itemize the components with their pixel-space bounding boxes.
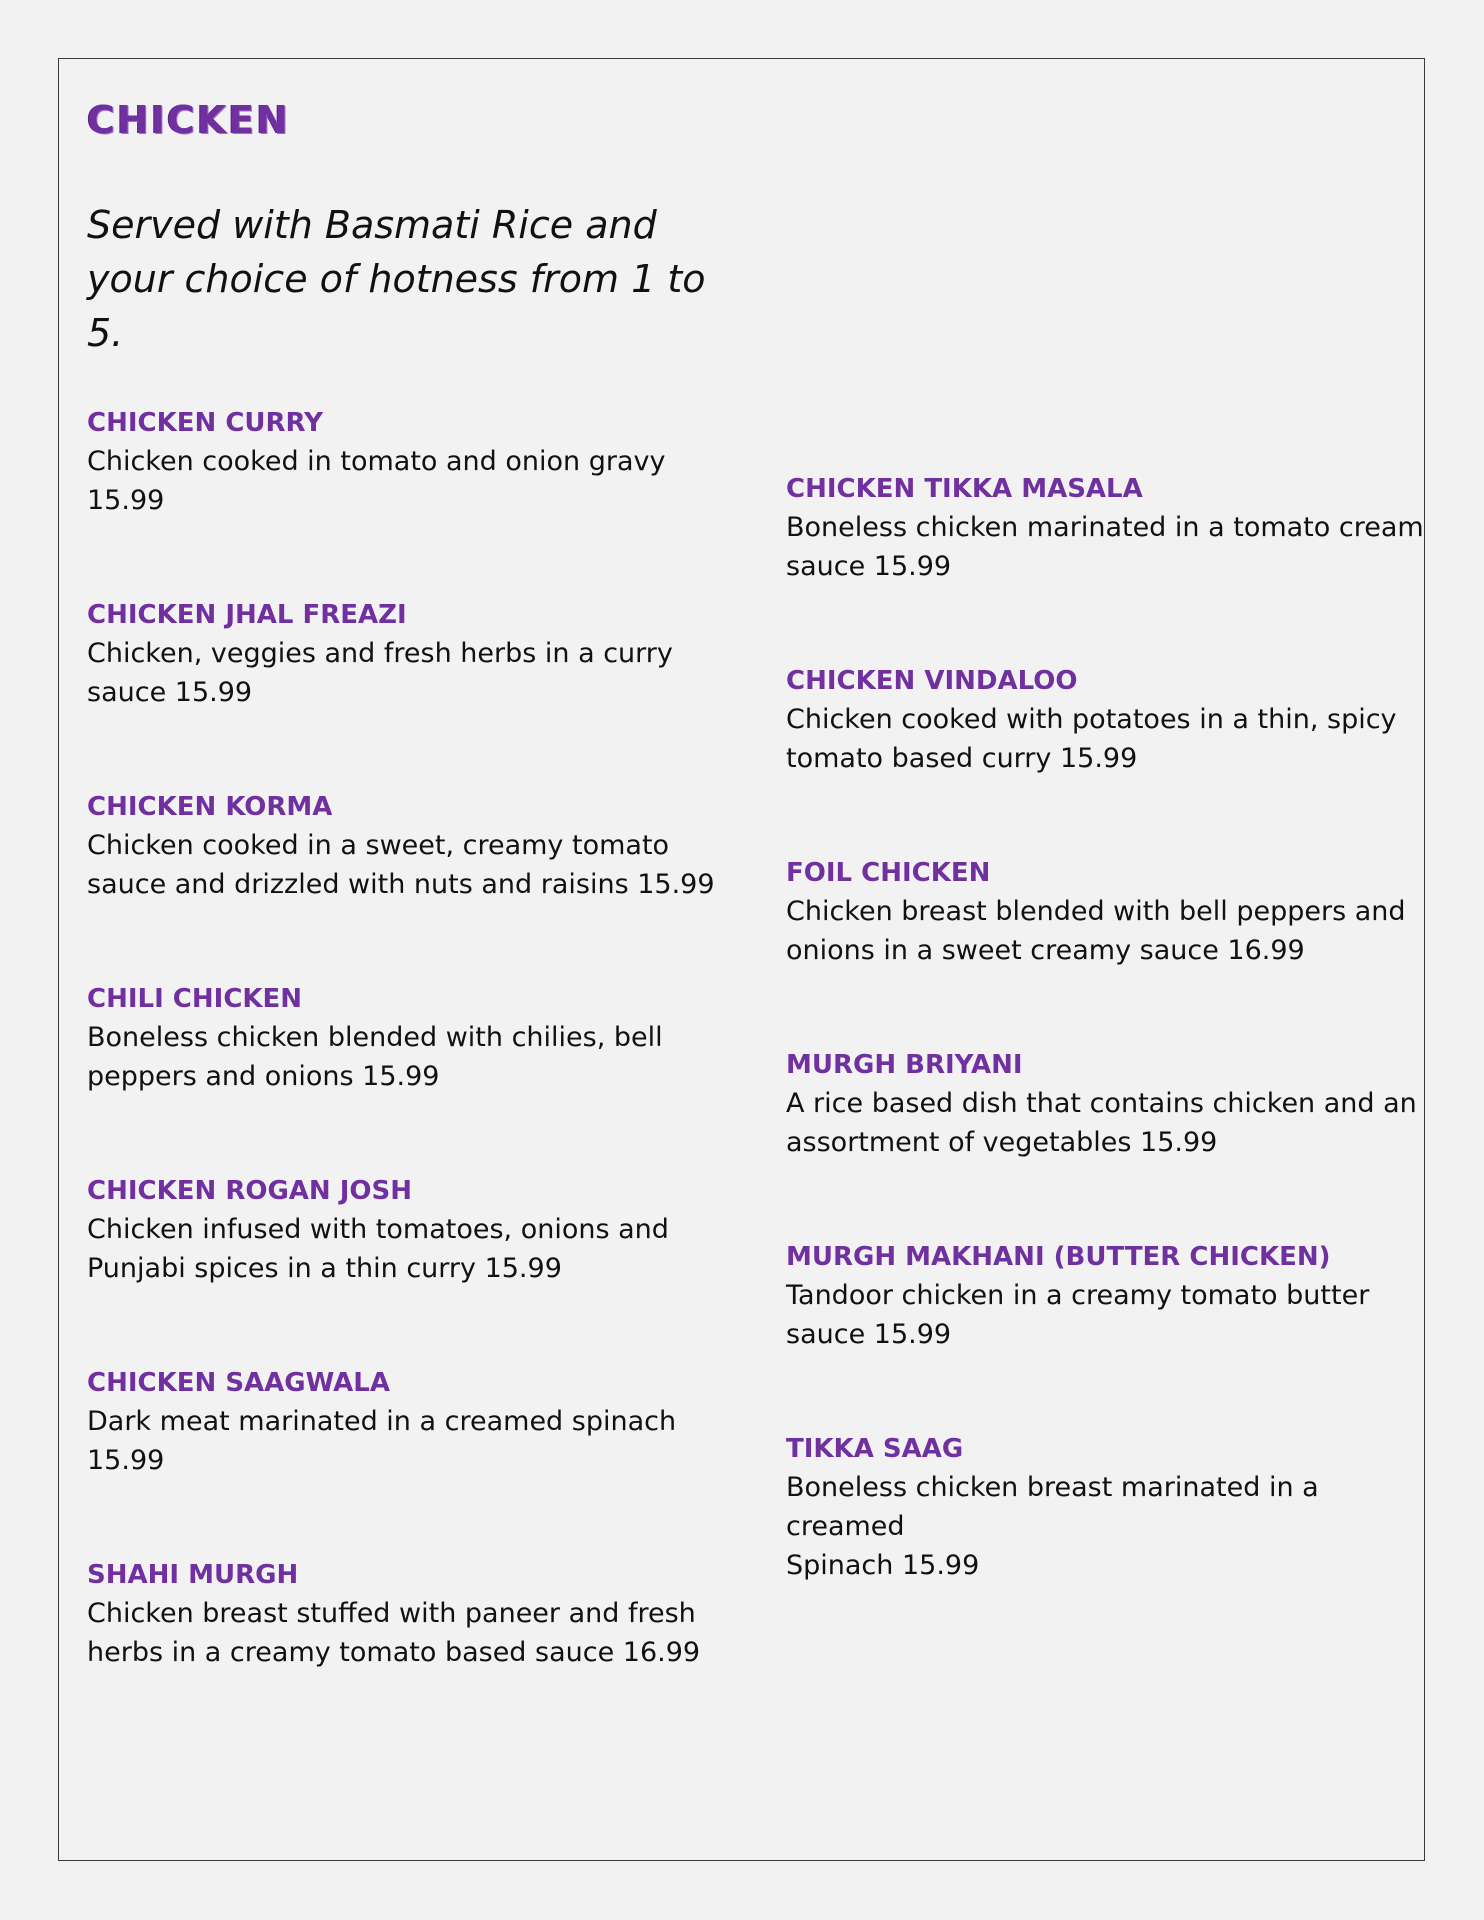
menu-item-description: Chicken cooked in a sweet, creamy tomato sauce and drizzled with nuts and raisins 15.99 <box>87 830 715 900</box>
menu-item-name: CHILI CHICKEN <box>87 984 303 1014</box>
menu-item-description: Chicken breast stuffed with paneer and fresh herbs in a creamy tomato based sauce 16.99 <box>87 1598 701 1668</box>
menu-item-description: A rice based dish that contains chicken and an assortment of vegetables 15.99 <box>786 1088 1417 1158</box>
menu-item-description: Boneless chicken blended with chilies, bell peppers and onions 15.99 <box>87 1022 663 1092</box>
page-title: CHICKEN <box>87 98 290 142</box>
menu-item <box>87 980 727 1172</box>
menu-item-description: Chicken cooked in tomato and onion gravy 15.99 <box>87 446 666 516</box>
menu-item <box>87 596 727 788</box>
menu-item <box>786 854 1426 1046</box>
menu-item-description: Chicken cooked with potatoes in a thin, spicy tomato based curry 15.99 <box>786 704 1397 774</box>
menu-item-name: MURGH BRIYANI <box>786 1050 1023 1080</box>
menu-item-name: TIKKA SAAG <box>786 1434 964 1464</box>
menu-column-left <box>87 404 727 1748</box>
menu-item-description: Boneless chicken breast marinated in a creamed Spinach 15.99 <box>786 1472 1319 1581</box>
menu-item-description: Boneless chicken marinated in a tomato cream sauce 15.99 <box>786 512 1424 582</box>
menu-item-description: Chicken breast blended with bell peppers and onions in a sweet creamy sauce 16.99 <box>786 896 1406 966</box>
menu-column-right <box>786 470 1426 1622</box>
menu-item <box>786 1238 1426 1430</box>
menu-item <box>87 788 727 980</box>
menu-item <box>87 1556 727 1748</box>
menu-item-name: CHICKEN JHAL FREAZI <box>87 600 407 630</box>
menu-item-name: MURGH MAKHANI (BUTTER CHICKEN) <box>786 1242 1331 1272</box>
menu-subtitle: Served with Basmati Rice and your choice of hotness from 1 to 5. <box>87 203 706 355</box>
menu-item-description: Chicken, veggies and fresh herbs in a curry sauce 15.99 <box>87 638 673 708</box>
menu-item-name: CHICKEN KORMA <box>87 792 333 822</box>
menu-item-name: SHAHI MURGH <box>87 1560 299 1590</box>
menu-item-description: Chicken infused with tomatoes, onions and Punjabi spices in a thin curry 15.99 <box>87 1214 669 1284</box>
menu-item <box>786 1046 1426 1238</box>
menu-item-name: FOIL CHICKEN <box>786 858 991 888</box>
menu-item <box>786 662 1426 854</box>
menu-item-name: CHICKEN TIKKA MASALA <box>786 474 1143 504</box>
menu-item <box>87 1172 727 1364</box>
menu-item-name: CHICKEN SAAGWALA <box>87 1368 390 1398</box>
menu-item-name: CHICKEN ROGAN JOSH <box>87 1176 412 1206</box>
menu-item <box>786 1430 1426 1622</box>
menu-item <box>87 1364 727 1556</box>
menu-item <box>786 470 1426 662</box>
menu-item-name: CHICKEN CURRY <box>87 408 323 438</box>
menu-item-description: Dark meat marinated in a creamed spinach 15.99 <box>87 1406 677 1476</box>
menu-item-name: CHICKEN VINDALOO <box>786 666 1078 696</box>
menu-item <box>87 404 727 596</box>
menu-item-description: Tandoor chicken in a creamy tomato butter sauce 15.99 <box>786 1280 1370 1350</box>
